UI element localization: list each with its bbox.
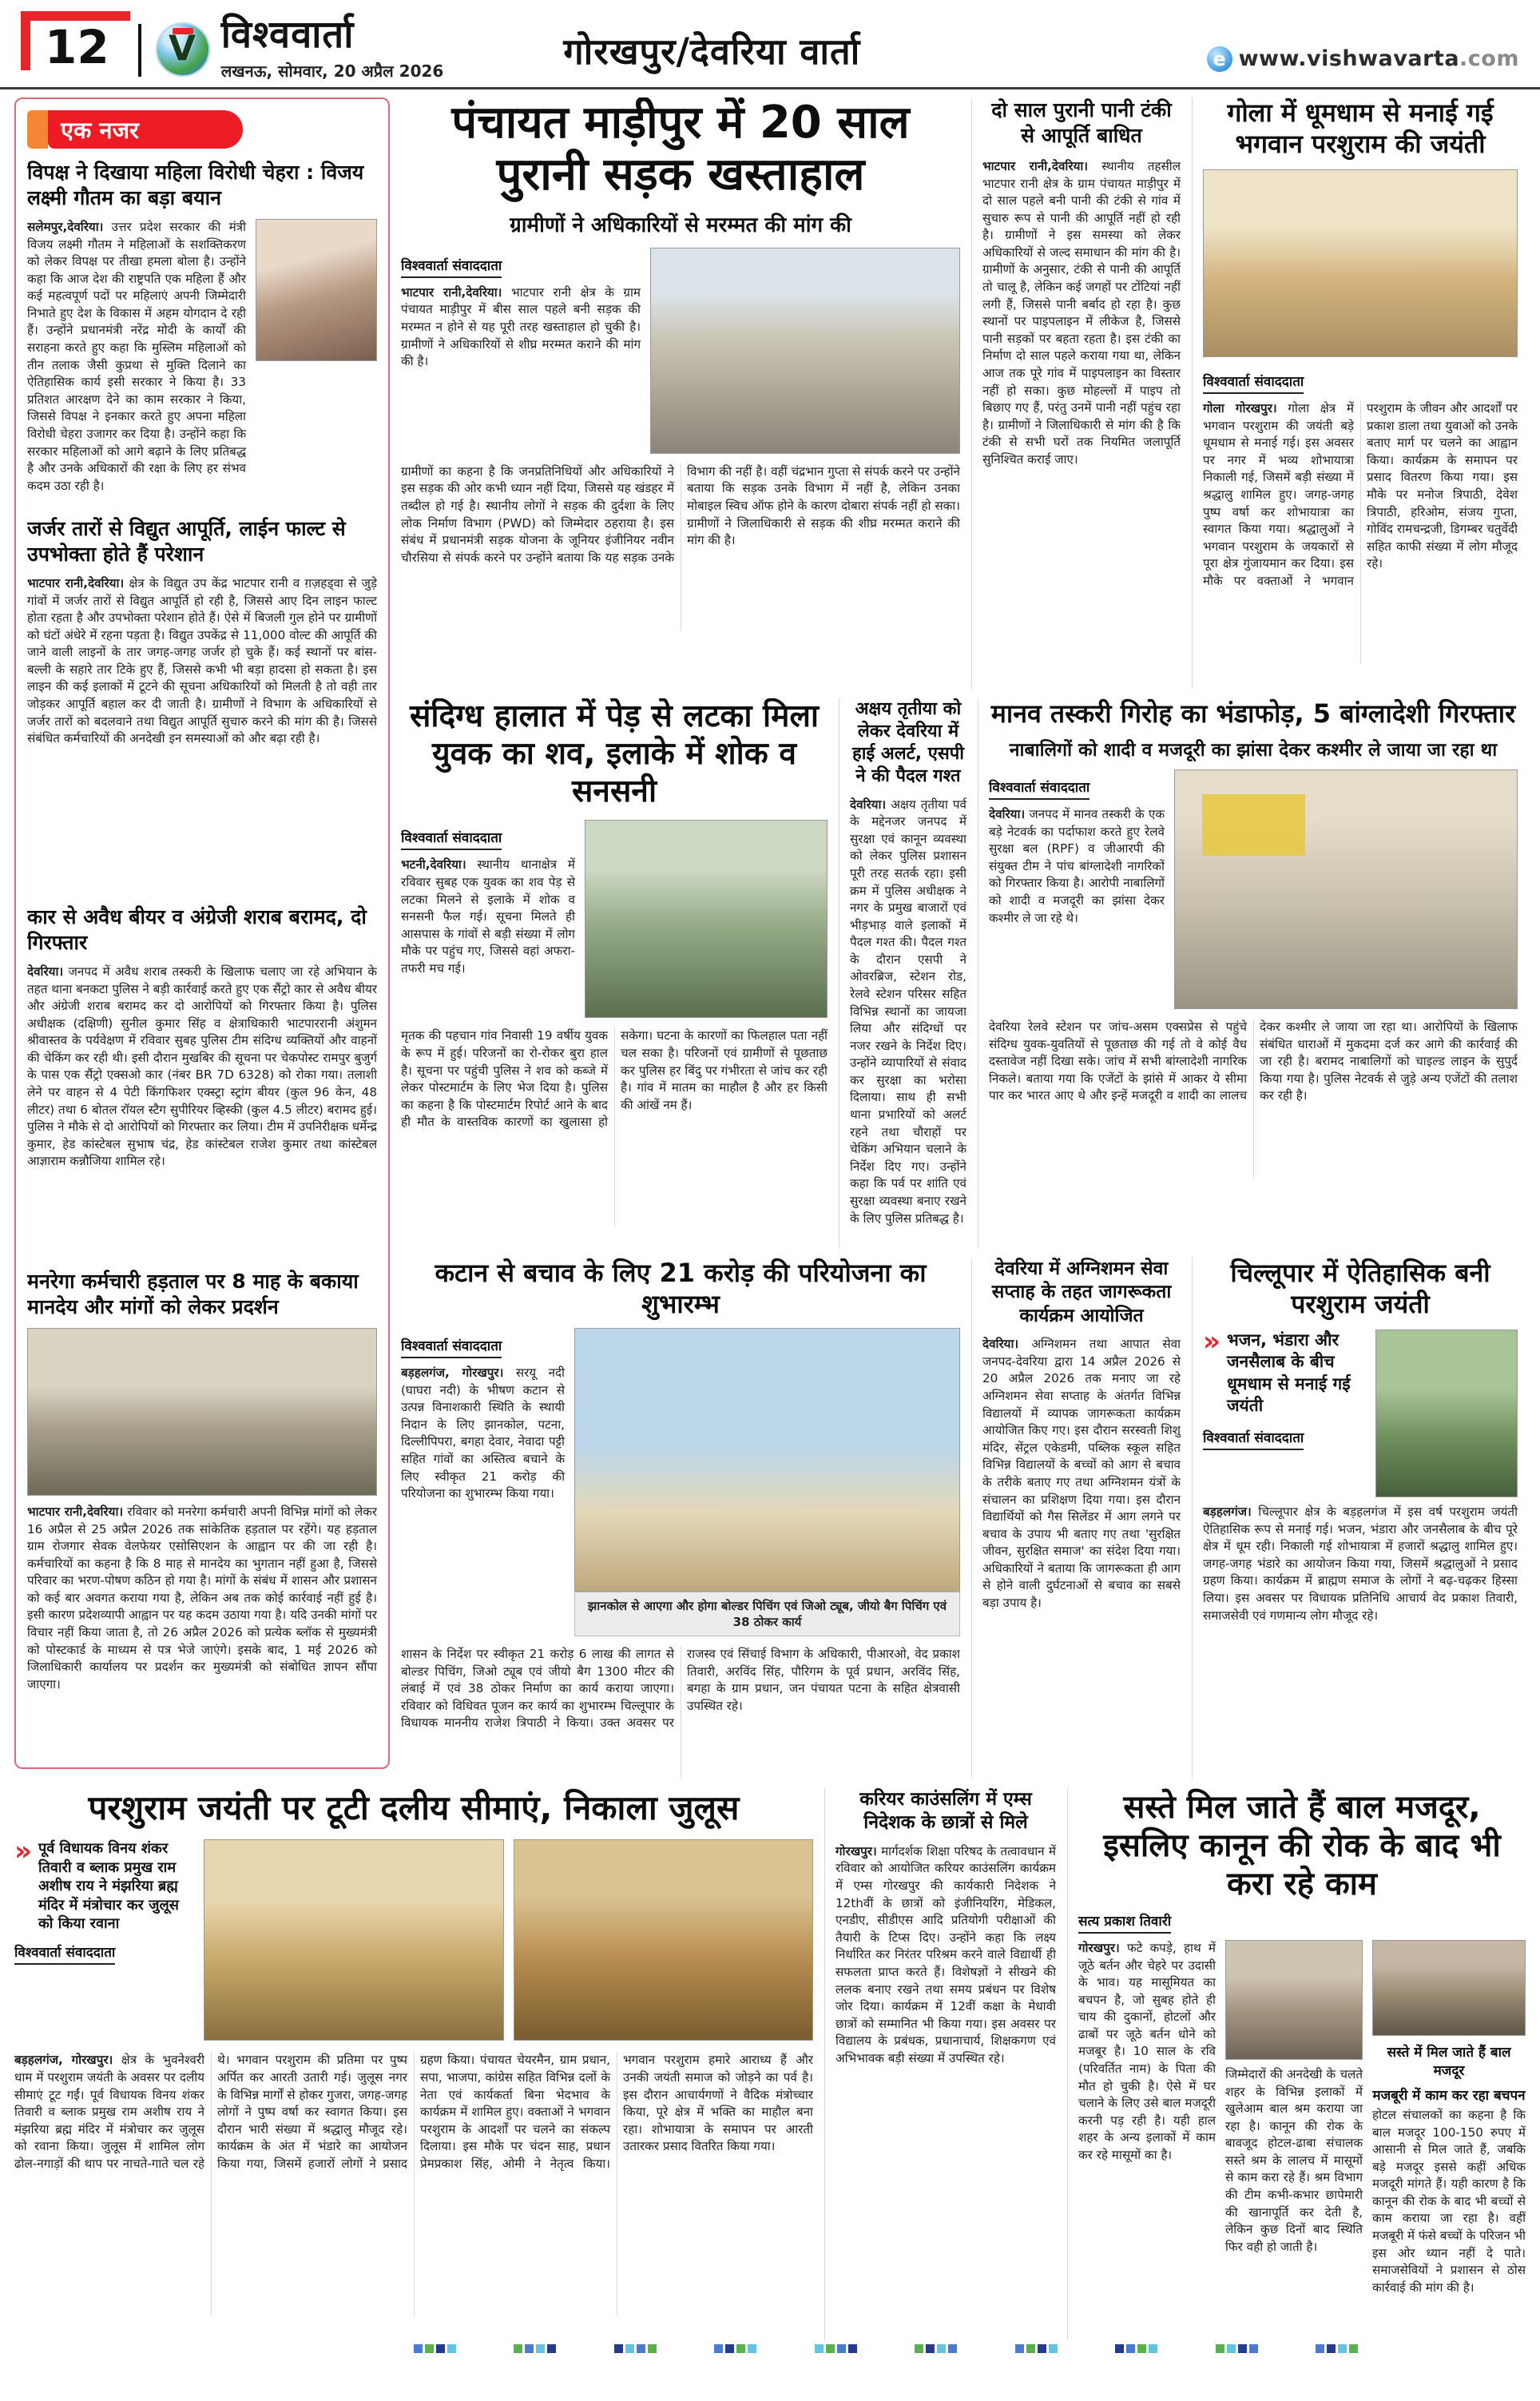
minister-portrait-photo [256, 219, 377, 361]
damaged-road-photo [650, 248, 960, 454]
river-project-photo [574, 1328, 960, 1592]
ek-najar-badge [27, 110, 243, 149]
julus-photo-2 [514, 1839, 814, 2041]
body-text: सरयू नदी (घाघरा नदी) के भीषण कटान से उत्पन्न विनाशकारी स्थिति के स्थायी निदान के लिए झानकोल, पटना, दिल्लीपिपरा, बगहा देवार, नेवादा पट्टी सहित गांवों का अस्तित्व बचाने के लिए स्वीकृत 21 करोड़ की परियोजना का शुभारम्भ किया गया। [401, 1365, 565, 1501]
article-parshuram-julus [14, 1788, 813, 2339]
footer-icon-strip [14, 2339, 1526, 2353]
child-labour-photo-2 [1372, 1940, 1526, 2036]
headline: करियर काउंसलिंग में एम्स निदेशक के छात्रों से मिले [859, 1789, 1032, 1834]
bullet-subhead: भजन, भंडारा और जनसैलाब के बीच धूमधाम से मनाई गई जयंती [1226, 1330, 1351, 1415]
julus-photo-1 [204, 1839, 504, 2041]
article-child-labour [1067, 1788, 1526, 2339]
dateline: भाटपार रानी,देवरिया। [27, 576, 125, 590]
headline: गोला में धूमधाम से मनाई गई भगवान परशुराम की जयंती [1227, 97, 1494, 160]
website-url: www.vishwavarta [1238, 46, 1460, 71]
article-shav-mila [401, 698, 828, 1248]
dateline: भाटपार रानी,देवरिया। [401, 284, 502, 300]
dateline: बड़हलगंज, गोरखपुर। [401, 1365, 504, 1381]
body-text: जनपद में मानव तस्करी के एक बड़े नेटवर्क का पर्दाफाश करते हुए रेलवे सुरक्षा बल (RPF) व जीआरपी की संयुक्त टीम ने पांच बांग्लादेशी नागरिकों को गिरफ्तार किया है। आरोपी नाबालिगों को शादी व मजदूरी का झांसा देकर कश्मीर ले जा रहे थे। [989, 807, 1165, 925]
dateline: गोरखपुर। [1078, 1941, 1120, 1955]
masthead [221, 15, 444, 81]
article-katan-pariyojana [401, 1258, 960, 1779]
dateline: बड़हलगंज, गोरखपुर। [14, 2053, 113, 2068]
dateline: देवरिया। [989, 807, 1026, 822]
article-chillupar-jayanti [1192, 1258, 1518, 1779]
article-career-counselling [824, 1788, 1056, 2339]
dateline: भाटपार रानी,देवरिया। [982, 159, 1089, 173]
article-akshay-alert [839, 698, 966, 1248]
byline: विश्ववार्ता संवाददाता [1203, 372, 1304, 394]
dateline: देवरिया। [982, 1337, 1019, 1352]
article-vijay-statement [27, 160, 377, 503]
dateline: भटनी,देवरिया। [401, 857, 466, 873]
arrested-group-photo [1174, 769, 1518, 1009]
headline: दो साल पुरानी पानी टंकी से आपूर्ति बाधित [991, 98, 1172, 147]
headline: संदिग्ध हालात में पेड़ से लटका मिला युवक का शव, इलाके में शोक व सनसनी [410, 698, 819, 809]
incident-site-photo [585, 820, 828, 1018]
photo-caption: झानकोल से आएगा और होगा बोल्डर पिचिंग एवं जिओ ट्यूब, जीयो बैग पिचिंग एवं 38 ठोकर कार्य [574, 1592, 960, 1636]
color-squares-icon [414, 2344, 456, 2353]
article-road-kastahal [401, 97, 960, 689]
body-text: अक्षय तृतीया पर्व के मद्देनजर जनपद में सुरक्षा एवं कानून व्यवस्था को लेकर पुलिस प्रशासन पूरी तरह सतर्क रहा। इसी क्रम में पुलिस अधीक्षक ने नगर के प्रमुख बाजारों एवं भीड़भाड़ वाले इलाकों में पैदल गश्त की। पैदल गश्त के दौरान एसपी ने ओवरब्रिज, स्टेशन रोड, रेलवे स्टेशन परिसर सहित विभिन्न स्थानों का जायजा लिया और संदिग्धों पर नजर रखने के निर्देश दिए। उन्होंने व्यापारियों से संवाद कर सुरक्षा का भरोसा दिलाया। साथ ही सभी थाना प्रभारियों को अलर्ट रहने तथा चौराहों पर चेकिंग अभियान चलाने के निर्देश दिए गए। उन्होंने कहा कि पर्व पर शांति एवं सुरक्षा व्यवस्था बनाए रखने के लिए पुलिस प्रतिबद्ध है। [850, 797, 966, 1226]
byline: सत्य प्रकाश तिवारी [1078, 1911, 1171, 1934]
body-text: भाटपार रानी क्षेत्र के ग्राम पंचायत माड़ीपुर में बीस साल पहले बनी सड़क की मरम्मत न होने से यह पूरी तरह खस्ताहाल हो चुकी है। ग्रामीणों ने अधिकारियों से शीघ्र मरम्मत कराने की मांग की है। [401, 284, 641, 369]
dateline: सलेमपुर,देवरिया। [27, 220, 104, 234]
color-squares-icon [1316, 2344, 1358, 2353]
color-squares-icon [815, 2344, 857, 2353]
headline: मनरेगा कर्मचारी हड़ताल पर 8 माह के बकाया मानदेय और मांगों को लेकर प्रदर्शन [27, 1270, 359, 1318]
body-text: ग्रामीणों का कहना है कि जनप्रतिनिधियों और अधिकारियों ने इस सड़क की ओर कभी ध्यान नहीं दिया, जिससे यह खंडहर में तब्दील हो गई है। स्थानीय लोगों ने सड़क की दुर्दशा के लिए लोक निर्माण विभाग (PWD) को जिम्मेदार ठहराया है। इस संबंध में प्रधानमंत्री सड़क योजना के जूनियर इंजीनियर नवीन चौरसिया से संपर्क करने पर उन्होंने बताया कि यह सड़क उनके विभाग की नहीं है। वहीं चंद्रभान गुप्ता से संपर्क करने पर उन्होंने बताया कि सड़क उनके विभाग में नहीं है, लेकिन उनका मोबाइल स्विच ऑफ होने के कारण दोबारा संपर्क नहीं हो सका। ग्रामीणों ने जिलाधिकारी से सड़क की शीघ्र मरम्मत कराने की मांग की है। [401, 463, 960, 565]
body-text: अग्निशमन तथा आपात सेवा जनपद-देवरिया द्वारा 14 अप्रैल 2026 से 20 अप्रैल 2026 तक मनाए जा रहे अग्निशमन सेवा सप्ताह के अंतर्गत विभिन्न विद्यालयों में व्यापक जागरूकता कार्यक्रम आयोजित किए गए। इस दौरान सरस्वती शिशु मंदिर, सेंट्रल एकेडमी, पब्लिक स्कूल सहित विभिन्न विद्यालयों के बच्चों को आग से बचाव के तरीके बताए गए तथा अग्निशमन यंत्रों के संचालन का प्रशिक्षण दिया गया। इस दौरान विद्यार्थियों को गैस सिलेंडर में आग लगने पर बचाव के उपाय भी बताए गए तथा 'सुरक्षित जीवन, सुरक्षित समाज' का संदेश दिया गया। अधिकारियों ने बताया कि जागरूकता ही आग से होने वाली दुर्घटनाओं से बचाव का सबसे बड़ा उपाय है। [982, 1337, 1181, 1610]
byline: विश्ववार्ता संवाददाता [401, 828, 502, 850]
subhead: ग्रामीणों ने अधिकारियों से मरम्मत की मांग की [510, 213, 851, 237]
body-text: जनपद में अवैध शराब तस्करी के खिलाफ चलाए जा रहे अभियान के तहत थाना बनकटा पुलिस ने बड़ी कार्रवाई करते हुए एक सैंट्रो कार से अवैध बीयर और अंग्रेजी शराब बरामद कर दो आरोपियों को गिरफ्तार किया है। पुलिस अधीक्षक (दक्षिणी) सुनील कुमार सिंह व क्षेत्राधिकारी भाटपाररानी अंशुमन श्रीवास्तव के पर्यवेक्षण में रविवार सुबह पुलिस टीम संदिग्ध व्यक्तियों और वाहनों की चेकिंग कर रही थी। इसी दौरान मुखबिर की सूचना पर चेकपोस्ट रामपुर बुजुर्ग के पास एक सैंट्रो एक्सओ कार (नंबर BR 7D 6328) को रोका गया। तलाशी लेने पर वाहन से 4 पेटी किंगफिशर एक्स्ट्रा स्ट्रांग बीयर (कुल 96 केन, 48 लीटर) तथा 6 बोतल रॉयल स्टैग सुपीरियर व्हिस्की (कुल 4.5 लीटर) बरामद हुई। पुलिस ने मौके से दो आरोपियों को गिरफ्तार कर लिया। टीम में उपनिरीक्षक धर्मेन्द्र कुमार, हेड कांस्टेबल सुभाष चंद्र, हेड कांस्टेबल राजेश कुमार तथा कांस्टेबल आज्ञाराम कन्नौजिया शामिल रहे। [27, 964, 377, 1169]
headline: देवरिया में अग्निशमन सेवा सप्ताह के तहत जागरूकता कार्यक्रम आयोजित [991, 1258, 1172, 1326]
header-divider [138, 24, 141, 77]
browser-e-icon: e [1207, 46, 1232, 72]
headline: कटान से बचाव के लिए 21 करोड़ की परियोजना का शुभारम्भ [435, 1258, 927, 1320]
badge-orange-block [27, 110, 48, 149]
color-squares-icon [1115, 2344, 1157, 2353]
byline: विश्ववार्ता संवाददाता [1203, 1428, 1304, 1450]
headline: मानव तस्करी गिरोह का भंडाफोड़, 5 बांग्लादेशी गिरफ्तार [990, 698, 1516, 729]
badge-label: एक नजर [48, 110, 243, 149]
color-squares-icon [1216, 2344, 1258, 2353]
color-squares-icon [1015, 2344, 1058, 2353]
byline: विश्ववार्ता संवाददाता [14, 1942, 115, 1965]
body-text: जिम्मेदारों की अनदेखी के चलते शहर के विभिन्न इलाकों में खुलेआम बाल श्रम कराया जा रहा है। कानून की रोक के बावजूद होटल-ढाबा संचालक सस्ते श्रम के लालच में मासूमों से काम करा रहे हैं। श्रम विभाग की टीम कभी-कभार छापेमारी की खानापूर्ति कर देती है, लेकिन कुछ दिनों बाद स्थिति फिर वही हो जाती है। [1225, 2067, 1363, 2254]
color-squares-icon [614, 2344, 657, 2353]
dateline: देवरिया। [27, 964, 64, 979]
body-text: उत्तर प्रदेश सरकार की मंत्री विजय लक्ष्मी गौतम ने महिलाओं के सशक्तिकरण को लेकर विपक्ष पर तीखा हमला बोला है। उन्होंने कहा कि आज देश की राष्ट्रपति एक महिला हैं और कई महत्वपूर्ण पदों पर महिलाएं अपनी जिम्मेदारी निभाते हुए देश के विकास में अहम योगदान दे रही हैं। उन्होंने प्रधानमंत्री नरेंद्र मोदी के कार्यों की सराहना करते हुए कहा कि मुस्लिम महिलाओं को तीन तलाक जैसी कुप्रथा से मुक्ति दिलाने का ऐतिहासिक कार्य इसी सरकार ने किया है। 33 प्रतिशत आरक्षण देने का काम सरकार ने किया, जिससे विपक्ष ने इनकार करते हुए अपना महिला विरोधी चेहरा उजागर कर दिया है। उन्होंने कहा कि सरकार महिलाओं को आगे बढ़ाने के लिए प्रतिबद्ध है और उनके अधिकारों की रक्षा के लिए हर संभव कदम उठा रही है। [27, 220, 246, 493]
dateline: गोला गोरखपुर। [1203, 401, 1277, 416]
body-text: शासन के निर्देश पर स्वीकृत 21 करोड़ 6 लाख की लागत से बोल्डर पिचिंग, जिओ ट्यूब एवं जीयो बैग 1300 मीटर की लंबाई में एवं 38 ठोकर निर्माण का कार्य कराया जाएगा। रविवार को विधिवत पूजन कर कार्य का शुभारम्भ चिल्लूपार के विधायक माननीय राजेश त्रिपाठी ने किया। उक्त अवसर पर राजस्व एवं सिंचाई विभाग के अधिकारी, पीआरओ, वेद प्रकाश तिवारी, अरविंद सिंह, पौरिगम के पूर्व प्रधान, अरविंद सिंह, बगहा के ग्राम प्रधान, जन पंचायत पटना के सहित क्षेत्रवासी उपस्थित रहे। [401, 1647, 960, 1731]
article-sharab-baramad [27, 904, 377, 1256]
protest-group-photo [27, 1328, 377, 1496]
dateline: भाटपार रानी,देवरिया। [27, 1505, 124, 1519]
crosshead: सस्ते में मिल जाते हैं बाल मजदूर [1387, 2045, 1511, 2079]
ek-najar-box [14, 97, 390, 1769]
byline: विश्ववार्ता संवाददाता [401, 256, 502, 278]
newspaper-logo-globe-icon: V [156, 22, 210, 77]
website-tld: .com [1459, 46, 1519, 71]
body-text: स्थानीय थानाक्षेत्र में रविवार सुबह एक युवक का शव पेड़ से लटका मिलने से इलाके में शोक व सनसनी फैल गई। सूचना मिलते ही आसपास के गांवों से बड़ी संख्या में लोग मौके पर पहुंच गए, जिससे वहां अफरा-तफरी मच गई। [401, 857, 575, 976]
body-text: स्थानीय तहसील भाटपार रानी क्षेत्र के ग्राम पंचायत माड़ीपुर में दो साल पहले बनी पानी की टंकी से गांव में सुचारु रूप से पानी की आपूर्ति नहीं हो रही है। ग्रामीणों ने इस समस्या को लेकर अधिकारियों से जल्द समाधान की मांग की है। ग्रामीणों के अनुसार, टंकी से पानी की आपूर्ति तो चालू है, लेकिन कई जगहों पर टोंटियां नहीं लगी हैं, जिससे पानी बर्बाद हो रहा है। कुछ स्थानों पर पाइपलाइन में लीकेज है, जिससे पानी सड़कों पर बहता रहता है। इस टंकी का निर्माण दो साल पहले कराया गया था, लेकिन आज तक पूरे गांव में पाइपलाइन का विस्तार नहीं हो सका। कुछ मोहल्लों में पाइप तो बिछाए गए हैं, परंतु उनमें पानी नहीं पहुंच रहा है। ग्रामीणों ने जिलाधिकारी से मांग की है कि टंकी से सभी घरों तक नियमित जलापूर्ति सुनिश्चित कराई जाए। [982, 159, 1181, 467]
headline: कार से अवैध बीयर व अंग्रेजी शराब बरामद, दो गिरफ्तार [27, 905, 367, 954]
body-text: देवरिया रेलवे स्टेशन पर जांच-असम एक्सप्रेस से पहुंचे संदिग्ध युवक-युवतियों से पूछताछ की गई तो वे कोई वैध दस्तावेज नहीं दिखा सके। जांच में सभी बांग्लादेशी नागरिक निकले। बताया गया कि एजेंटों के झांसे में आकर ये सीमा पार कर भारत आए थे और इन्हें मजदूरी व शादी का लालच देकर कश्मीर ले जाया जा रहा था। आरोपियों के खिलाफ संबंधित धाराओं में मुकदमा दर्ज कर आगे की कार्रवाई की जा रही है। बरामद नाबालिगों को चाइल्ड लाइन के सुपुर्द किया गया है। पुलिस नेटवर्क से जुड़े अन्य एजेंटों की तलाश कर रही है। [989, 1020, 1518, 1103]
page-number: 12 [45, 20, 109, 74]
headline: चिल्लूपार में ऐतिहासिक बनी परशुराम जयंती [1230, 1258, 1490, 1320]
headline: पंचायत माड़ीपुर में 20 साल पुरानी सड़क खस्ताहाल [451, 97, 910, 201]
website-link[interactable] [1207, 46, 1519, 72]
body-text: चिल्लूपार क्षेत्र के बड़हलगंज में इस वर्ष परशुराम जयंती ऐतिहासिक रूप से मनाई गई। भजन, भंडारा और जनसैलाब के बीच पूरे क्षेत्र में धूम रही। निकाली गई शोभायात्रा में हजारों श्रद्धालु शामिल हुए। जगह-जगह भंडारे का आयोजन किया गया, जिसमें श्रद्धालुओं ने प्रसाद ग्रहण किया। कार्यक्रम में ब्राह्मण समाज के लोगों ने बढ़-चढ़कर हिस्सा लिया। इस अवसर पर विधायक प्रतिनिधि आचार्य वेद प्रकाश तिवारी, समाजसेवी एवं गणमान्य लोग मौजूद रहे। [1203, 1505, 1518, 1623]
dateline: गोरखपुर। [835, 1843, 877, 1858]
body-text: मृतक की पहचान गांव निवासी 19 वर्षीय युवक के रूप में हुई। परिजनों का रो-रोकर बुरा हाल है। सूचना पर पहुंची पुलिस ने शव को कब्जे में लेकर पोस्टमार्टम के लिए भेज दिया है। पुलिस का कहना है कि पोस्टमार्टम रिपोर्ट आने के बाद ही मौत के वास्तविक कारणों का खुलासा हो सकेगा। घटना के कारणों का फिलहाल पता नहीं चल सका है। परिजनों एवं ग्रामीणों से पूछताछ कर पुलिस हर बिंदु पर गंभीरता से जांच कर रही है। गांव में मातम का माहौल है और हर किसी की आंखें नम हैं। [401, 1028, 828, 1130]
page-number-bracket [21, 11, 130, 74]
article-fire-week [971, 1258, 1181, 1779]
body-text: क्षेत्र के भुवनेश्वरी धाम में परशुराम जयंती के अवसर पर दलीय सीमाएं टूट गईं। पूर्व विधायक विनय शंकर तिवारी व ब्लाक प्रमुख राम अशीष राय ने मंझरिया ब्रह्म मंदिर में मंत्रोचार कर जुलूस को रवाना किया। जुलूस में शामिल लोग ढोल-नगाड़ों की थाप पर नाचते-गाते चल रहे थे। भगवान परशुराम की प्रतिमा पर पुष्प अर्पित कर आरती उतारी गई। जुलूस नगर के विभिन्न मार्गों से होकर गुजरा, जगह-जगह लोगों ने पुष्प वर्षा कर स्वागत किया। इस दौरान भारी संख्या में श्रद्धालु मौजूद रहे। कार्यक्रम के अंत में भंडारे का आयोजन किया गया, जिसमें हजारों लोगों ने प्रसाद ग्रहण किया। पंचायत चेयरमैन, ग्राम प्रधान, सपा, भाजपा, कांग्रेस सहित विभिन्न दलों के नेता एवं कार्यकर्ता बिना भेदभाव के कार्यक्रम में शामिल हुए। वक्ताओं ने भगवान परशुराम के आदर्शों पर चलने का संकल्प दिलाया। इस मौके पर चंदन साह, प्रधान प्रेमप्रकाश सिंह, ओमी ने नेतृत्व किया। भगवान परशुराम हमारे आराध्य हैं और उनकी जयंती समाज को जोड़ने का पर्व है। इस दौरान आचार्यगणों ने वैदिक मंत्रोच्चार किया, पूरे क्षेत्र में भक्ति का माहौल बना रहा। शोभायात्रा के समापन पर आरती उतारकर प्रसाद वितरित किया गया। [14, 2053, 813, 2171]
body-text: रविवार को मनरेगा कर्मचारी अपनी विभिन्न मांगों को लेकर 16 अप्रैल से 25 अप्रैल 2026 तक सांकेतिक हड़ताल पर रहेंगे। यह हड़ताल ग्राम रोजगार सेवक वेलफेयर एसोसिएशन के आह्वान पर की जा रही है। कर्मचारियों का कहना है कि 8 माह से मानदेय का भुगतान नहीं हुआ है, जिससे परिवार का भरण-पोषण कठिन हो गया है। मांगों के संबंध में शासन और प्रशासन को कई बार अवगत कराया गया है, लेकिन अब तक कोई कार्रवाई नहीं हुई है। इसी कारण प्रदेशव्यापी आह्वान पर यह कदम उठाया गया है। यदि उनकी मांगों पर विचार नहीं किया जाता है, तो 26 अप्रैल 2026 को प्रत्येक ब्लॉक से मुख्यमंत्री को पोस्टकार्ड के माध्यम से पत्र भेजे जाएंगे। इसके बाद, 1 मई 2026 को जिलाधिकारी कार्यालय पर प्रदर्शन कर मुख्यमंत्री को संबोधित ज्ञापन सौंपा जाएगा। [27, 1505, 377, 1691]
article-water-tank [971, 97, 1181, 689]
headline: विपक्ष ने दिखाया महिला विरोधी चेहरा : विजय लक्ष्मी गौतम का बड़ा बयान [27, 161, 364, 209]
color-squares-icon [915, 2344, 957, 2353]
headline: सस्ते मिल जाते हैं बाल मजदूर, इसलिए कानून की रोक के बाद भी करा रहे काम [1103, 1789, 1501, 1902]
body-text: फटे कपड़े, हाथ में जूठे बर्तन और चेहरे पर उदासी के भाव। यह मासूमियत का बचपन है, जो सुबह होते ही चाय की दुकानों, होटलों और ढाबों पर जूठे बर्तन धोने को मजबूर है। 10 साल के रवि (परिवर्तित नाम) के पिता की मौत हो चुकी है। ऐसे में घर चलाने के लिए उसे बाल मजदूरी करनी पड़ रही है। यही हाल शहर के अन्य इलाकों में काम कर रहे मासूमों का है। [1078, 1941, 1216, 2162]
color-squares-icon [714, 2344, 756, 2353]
byline: विश्ववार्ता संवाददाता [401, 1336, 502, 1358]
article-gola-parshuram [1192, 97, 1518, 689]
color-squares-icon [514, 2344, 556, 2353]
dateline: बड़हलगंज। [1203, 1505, 1252, 1520]
body-text: क्षेत्र के विद्युत उप केंद्र भाटपार रानी व ग़ज़हड्वा से जुड़े गांवों में जर्जर तारों से विद्युत आपूर्ति हो रही है, जिससे आए दिन लाइन फाल्ट होता रहता है और उपभोक्ता परेशान होते हैं। ऐसे में बिजली गुल होने पर ग्रामीणों को घंटों अंधेरे में रहना पड़ता है। विद्युत उपकेंद्र से 11,000 वोल्ट की आपूर्ति की जाने वाली लाइनों के तार जगह-जगह जर्जर हो चुके हैं। कई स्थानों पर बांस-बल्ली के सहारे तार टिके हुए हैं, जिससे कभी भी बड़ा हादसा हो सकता है। इस लाइन की कई इलाकों में टूटने की सूचना अधिकारियों को मिलती है तो वही तार जोड़कर आपूर्ति बहाल कर दी जाती है। ग्रामीणों ने विभाग के अधिकारियों से जर्जर तारों को बदलवाने तथा विद्युत आपूर्ति सुचारु करने की मांग की है। जिससे संबंधित कर्मचारियों की अनदेखी इन समस्याओं को और बढ़ा रही है। [27, 576, 377, 746]
double-chevron-icon: » [1203, 1326, 1220, 1358]
shobha-yatra-photo [1375, 1330, 1518, 1497]
article-manrega-strike [27, 1269, 377, 1716]
bullet-subhead: पूर्व विधायक विनय शंकर तिवारी व ब्लाक प्रमुख राम अशीष राय ने मंझरिया ब्रह्म मंदिर में मंत्रोचार कर जुलूस को किया रवाना [38, 1840, 179, 1932]
child-labour-photo-1 [1225, 1940, 1363, 2060]
headline: अक्षय तृतीया को लेकर देवरिया में हाई अलर्ट, एसपी ने की पैदल गश्त [852, 699, 964, 787]
dateline: देवरिया। [850, 797, 887, 812]
headline: परशुराम जयंती पर टूटी दलीय सीमाएं, निकाला जुलूस [88, 1788, 740, 1827]
body-text: गोला क्षेत्र में भगवान परशुराम की जयंती बड़े धूमधाम से मनाई गई। इस अवसर पर नगर में भव्य शोभायात्रा निकाली गई, जिसमें बड़ी संख्या में श्रद्धालु शामिल हुए। जगह-जगह पुष्प वर्षा कर शोभायात्रा का स्वागत किया गया। श्रद्धालुओं ने भगवान परशुराम के जयकारों से पूरा क्षेत्र गुंजायमान कर दिया। इस मौके पर वक्ताओं ने भगवान परशुराम के जीवन और आदर्शों पर प्रकाश डाला तथा युवाओं को उनके बताए मार्ग पर चलने का आह्वान किया। कार्यक्रम के समापन पर प्रसाद वितरण किया गया। इस मौके पर मनोज त्रिपाठी, देवेश त्रिपाठी, हरिओम, संजय गुप्ता, गोविंद रामचन्द्रजी, डिगम्बर चतुर्वेदी सहित काफी संख्या में लोग मौजूद रहे। [1203, 401, 1518, 588]
double-chevron-icon: » [14, 1835, 32, 1868]
crosshead: मजबूरी में काम कर रहा बचपन [1372, 2088, 1526, 2104]
subhead: नाबालिगों को शादी व मजदूरी का झांसा देकर कश्मीर ले जाया जा रहा था [1009, 740, 1498, 761]
body-text: मार्गदर्शक शिक्षा परिषद के तत्वावधान में रविवार को आयोजित करियर काउंसलिंग कार्यक्रम में एम्स गोरखपुर की कार्यकारी निदेशक ने 12thवीं के छात्रों को इंजीनियरिंग, मेडिकल, एनडीए, सीडीएस आदि प्रतियोगी परीक्षाओं की तैयारी के टिप्स दिए। उन्होंने कहा कि लक्ष्य निर्धारित कर निरंतर परिश्रम करने वाले विद्यार्थी ही सफलता प्राप्त करते हैं। विशेषज्ञों ने सीखने की ललक बनाए रखने तथा समय प्रबंधन पर विशेष जोर दिया। कार्यक्रम में 12वीं कक्षा के मेधावी छात्रों को सम्मानित भी किया गया। इस अवसर पर विद्यालय के प्रबंधक, प्रधानाचार्य, शिक्षकगण एवं अभिभावक बड़ी संख्या में उपस्थित रहे। [835, 1843, 1056, 2065]
page-header [0, 0, 1540, 89]
section-title: गोरखपुर/देवरिया वार्ता [563, 30, 861, 73]
byline: विश्ववार्ता संवाददाता [989, 777, 1090, 800]
headline: जर्जर तारों से विद्युत आपूर्ति, लाईन फाल्ट से उपभोक्ता होते हैं परेशान [27, 517, 346, 566]
paper-name: विश्ववार्ता [220, 13, 355, 58]
edition-line: लखनऊ, सोमवार, 20 अप्रैल 2026 [220, 61, 444, 81]
body-text: होटल संचालकों का कहना है कि बाल मजदूर 100-150 रुपए में आसानी से मिल जाते हैं, जबकि बड़े मजदूर इससे कहीं अधिक मजदूरी मांगते हैं। यही कारण है कि कानून की रोक के बाद भी बच्चों से काम कराया जा रहा है। वहीं मजबूरी में फंसे बच्चों के परिजन भी इस ओर ध्यान नहीं दे पाते। समाजसेवियों ने प्रशासन से ठोस कार्रवाई की मांग की है। [1372, 2108, 1526, 2295]
article-jarjar-bijli [27, 516, 377, 892]
article-manav-taskari [978, 698, 1518, 1248]
parshuram-jayanti-photo [1203, 169, 1518, 357]
